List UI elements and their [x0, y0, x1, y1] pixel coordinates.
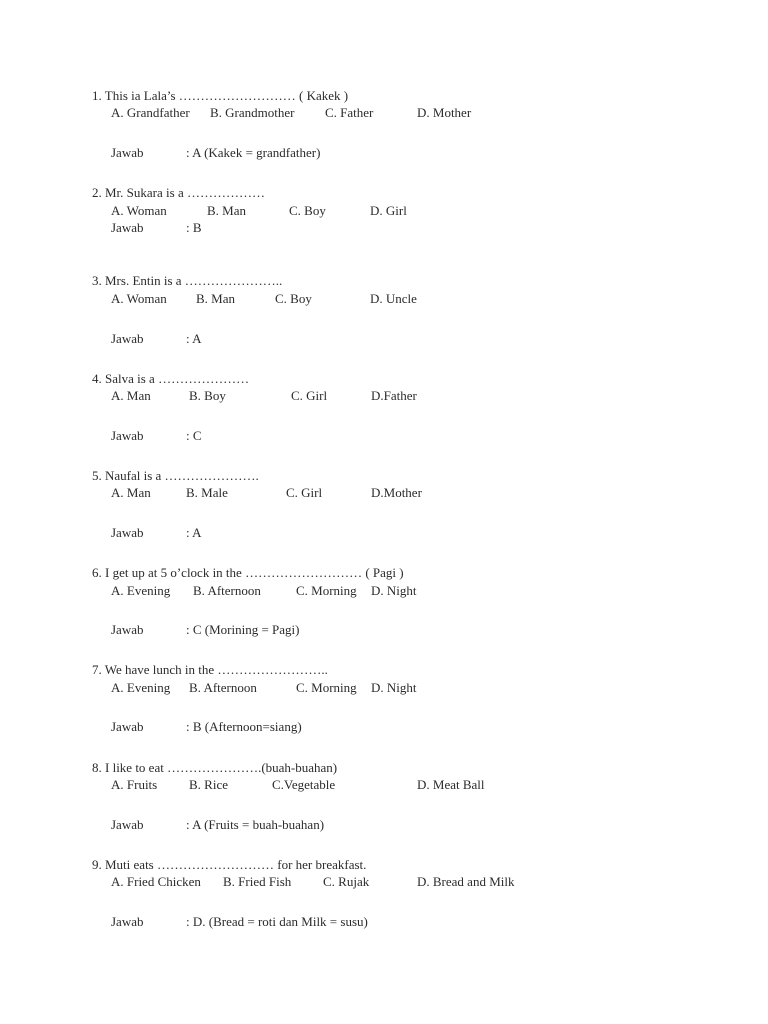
option-a: A. Fried Chicken	[111, 874, 201, 889]
option-b: B. Man	[196, 291, 235, 306]
question-text: 2. Mr. Sukara is a ………………	[92, 185, 265, 200]
option-a: A. Man	[111, 388, 151, 403]
option-a: A. Woman	[111, 291, 167, 306]
answer-text: : D. (Bread = roti dan Milk = susu)	[186, 914, 368, 929]
option-d: D. Bread and Milk	[417, 874, 515, 889]
option-b: B. Rice	[189, 777, 228, 792]
question-text: 9. Muti eats ……………………… for her breakfast.	[92, 857, 367, 872]
option-a: A. Woman	[111, 203, 167, 218]
option-d: D. Mother	[417, 105, 472, 120]
option-a: A. Fruits	[111, 777, 158, 792]
answer-label: Jawab	[111, 914, 144, 929]
option-b: B. Afternoon	[193, 583, 261, 598]
option-d: D. Night	[371, 583, 417, 598]
option-c: C.Vegetable	[272, 777, 336, 792]
option-b: B. Male	[186, 485, 228, 500]
option-a: A. Grandfather	[111, 105, 190, 120]
answer-text: : A	[186, 331, 202, 346]
question-text: 6. I get up at 5 o’clock in the ……………………… ( Pagi )	[92, 565, 404, 580]
question-text: 4. Salva is a …………………	[92, 371, 250, 386]
option-c: C. Girl	[291, 388, 328, 403]
option-d: D.Mother	[371, 485, 422, 500]
option-a: A. Evening	[111, 583, 171, 598]
option-c: C. Rujak	[323, 874, 370, 889]
answer-label: Jawab	[111, 525, 144, 540]
question-text: 1. This ia Lala’s ……………………… ( Kakek )	[92, 88, 349, 103]
option-b: B. Grandmother	[210, 105, 295, 120]
option-a: A. Evening	[111, 680, 171, 695]
option-b: B. Man	[207, 203, 246, 218]
answer-text: : B (Afternoon=siang)	[186, 719, 302, 734]
question-text: 3. Mrs. Entin is a …………………..	[92, 273, 283, 288]
option-b: B. Boy	[189, 388, 226, 403]
answer-label: Jawab	[111, 428, 144, 443]
option-c: C. Morning	[296, 583, 357, 598]
option-c: C. Girl	[286, 485, 323, 500]
answer-text: : A (Fruits = buah-buahan)	[186, 817, 325, 832]
answer-label: Jawab	[111, 622, 144, 637]
option-c: C. Morning	[296, 680, 357, 695]
option-c: C. Boy	[289, 203, 326, 218]
question-text: 7. We have lunch in the ……………………..	[92, 662, 328, 677]
option-b: B. Fried Fish	[223, 874, 292, 889]
option-b: B. Afternoon	[189, 680, 257, 695]
answer-text: : A	[186, 525, 202, 540]
answer-text: : B	[186, 220, 202, 235]
option-c: C. Boy	[275, 291, 312, 306]
option-d: D. Meat Ball	[417, 777, 485, 792]
answer-text: : C	[186, 428, 202, 443]
question-text: 8. I like to eat ………………….(buah-buahan)	[92, 760, 338, 775]
answer-text: : A (Kakek = grandfather)	[186, 145, 321, 160]
answer-label: Jawab	[111, 145, 144, 160]
answer-text: : C (Morining = Pagi)	[186, 622, 300, 637]
option-d: D. Girl	[370, 203, 407, 218]
answer-label: Jawab	[111, 331, 144, 346]
option-d: D. Uncle	[370, 291, 417, 306]
option-d: D. Night	[371, 680, 417, 695]
question-text: 5. Naufal is a ………………….	[92, 468, 259, 483]
option-c: C. Father	[325, 105, 374, 120]
option-d: D.Father	[371, 388, 417, 403]
answer-label: Jawab	[111, 719, 144, 734]
answer-label: Jawab	[111, 817, 144, 832]
answer-label: Jawab	[111, 220, 144, 235]
option-a: A. Man	[111, 485, 151, 500]
